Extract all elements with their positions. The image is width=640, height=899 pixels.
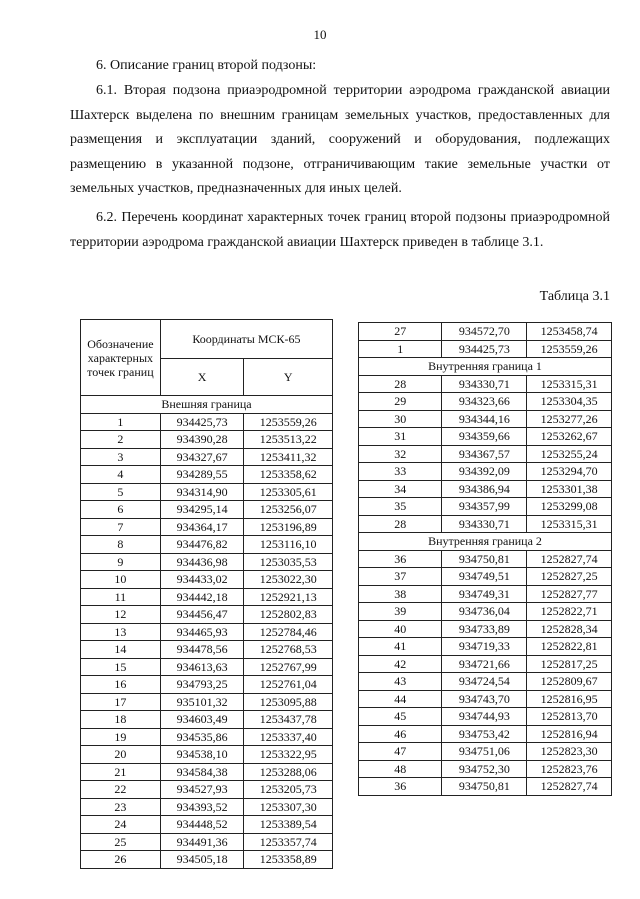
point-number: 13 bbox=[81, 623, 161, 641]
point-number: 35 bbox=[359, 498, 442, 516]
coord-x: 934364,17 bbox=[160, 518, 244, 536]
table-row bbox=[359, 620, 612, 638]
coord-y: 1253315,31 bbox=[527, 515, 612, 533]
table-row bbox=[81, 816, 333, 834]
coord-x: 934793,25 bbox=[160, 676, 244, 694]
coord-y: 1253513,22 bbox=[244, 431, 333, 449]
table-row bbox=[81, 536, 333, 554]
table-row bbox=[359, 725, 612, 743]
point-number: 23 bbox=[81, 798, 161, 816]
table-row bbox=[359, 375, 612, 393]
coord-x: 934386,94 bbox=[442, 480, 527, 498]
table-row bbox=[81, 711, 333, 729]
coord-y: 1253315,31 bbox=[527, 375, 612, 393]
point-number: 36 bbox=[359, 778, 442, 796]
table-row bbox=[81, 763, 333, 781]
coord-x: 934753,42 bbox=[442, 725, 527, 743]
coord-y: 1252823,76 bbox=[527, 760, 612, 778]
table-row bbox=[359, 655, 612, 673]
paragraph-6-2-text: 6.2. Перечень координат характерных точек границ второй подзоны приаэродромной территории аэродрома гражданской авиации Шахтерск приведен в таблице 3.1. bbox=[70, 210, 610, 250]
coord-x: 934425,73 bbox=[442, 340, 527, 358]
point-number: 48 bbox=[359, 760, 442, 778]
coord-y: 1253255,24 bbox=[527, 445, 612, 463]
header-y: Y bbox=[244, 359, 333, 396]
point-number: 36 bbox=[359, 550, 442, 568]
coord-x: 934744,93 bbox=[442, 708, 527, 726]
header-coords: Координаты МСК-65 bbox=[160, 320, 332, 359]
coord-x: 934613,63 bbox=[160, 658, 244, 676]
coord-y: 1253277,26 bbox=[527, 410, 612, 428]
point-number: 34 bbox=[359, 480, 442, 498]
point-number: 21 bbox=[81, 763, 161, 781]
header-point: Обозначение характерных точек границ bbox=[81, 320, 161, 396]
point-number: 7 bbox=[81, 518, 161, 536]
coord-y: 1253022,30 bbox=[244, 571, 333, 589]
section-heading: 6. Описание границ второй подзоны: bbox=[96, 58, 317, 73]
paragraph-6-1 bbox=[70, 79, 610, 202]
section-row bbox=[359, 533, 612, 551]
coord-y: 1252827,74 bbox=[527, 550, 612, 568]
coord-x: 934719,33 bbox=[442, 638, 527, 656]
point-number: 17 bbox=[81, 693, 161, 711]
coord-y: 1252827,77 bbox=[527, 585, 612, 603]
coord-y: 1253116,10 bbox=[244, 536, 333, 554]
table-row bbox=[81, 851, 333, 869]
coord-y: 1253256,07 bbox=[244, 501, 333, 519]
table-row bbox=[81, 641, 333, 659]
point-number: 46 bbox=[359, 725, 442, 743]
point-number: 10 bbox=[81, 571, 161, 589]
point-number: 43 bbox=[359, 673, 442, 691]
point-number: 39 bbox=[359, 603, 442, 621]
coord-x: 934749,51 bbox=[442, 568, 527, 586]
point-number: 38 bbox=[359, 585, 442, 603]
coord-y: 1253262,67 bbox=[527, 428, 612, 446]
table-row bbox=[359, 708, 612, 726]
table-row bbox=[359, 568, 612, 586]
coord-x: 934743,70 bbox=[442, 690, 527, 708]
point-number: 22 bbox=[81, 781, 161, 799]
point-number: 40 bbox=[359, 620, 442, 638]
point-number: 42 bbox=[359, 655, 442, 673]
coord-x: 934357,99 bbox=[442, 498, 527, 516]
coord-y: 1253358,62 bbox=[244, 466, 333, 484]
coord-y: 1253307,30 bbox=[244, 798, 333, 816]
coord-x: 934750,81 bbox=[442, 550, 527, 568]
coord-y: 1252802,83 bbox=[244, 606, 333, 624]
table-row bbox=[359, 690, 612, 708]
coord-x: 934392,09 bbox=[442, 463, 527, 481]
table-row bbox=[81, 833, 333, 851]
point-number: 29 bbox=[359, 393, 442, 411]
point-number: 6 bbox=[81, 501, 161, 519]
coord-x: 934344,16 bbox=[442, 410, 527, 428]
coord-y: 1253299,08 bbox=[527, 498, 612, 516]
table-row bbox=[359, 515, 612, 533]
coord-y: 1253411,32 bbox=[244, 448, 333, 466]
table-row bbox=[359, 445, 612, 463]
point-number: 14 bbox=[81, 641, 161, 659]
coord-y: 1252822,81 bbox=[527, 638, 612, 656]
table-row bbox=[81, 518, 333, 536]
table-row bbox=[81, 483, 333, 501]
coord-y: 1252822,71 bbox=[527, 603, 612, 621]
coord-y: 1252823,30 bbox=[527, 743, 612, 761]
coord-y: 1252784,46 bbox=[244, 623, 333, 641]
page-number: 10 bbox=[313, 27, 327, 42]
coord-y: 1253358,89 bbox=[244, 851, 333, 869]
coord-x: 934456,47 bbox=[160, 606, 244, 624]
coord-y: 1253304,35 bbox=[527, 393, 612, 411]
coord-x: 934330,71 bbox=[442, 515, 527, 533]
table-row bbox=[81, 798, 333, 816]
point-number: 24 bbox=[81, 816, 161, 834]
table-row bbox=[359, 760, 612, 778]
point-number: 18 bbox=[81, 711, 161, 729]
coord-x: 934327,67 bbox=[160, 448, 244, 466]
point-number: 1 bbox=[81, 413, 161, 431]
point-number: 4 bbox=[81, 466, 161, 484]
table-row bbox=[359, 410, 612, 428]
coord-x: 934584,38 bbox=[160, 763, 244, 781]
coord-x: 934448,52 bbox=[160, 816, 244, 834]
coord-x: 934367,57 bbox=[442, 445, 527, 463]
coord-y: 1253458,74 bbox=[527, 323, 612, 341]
coord-x: 934390,28 bbox=[160, 431, 244, 449]
table-row bbox=[359, 585, 612, 603]
coord-x: 934393,52 bbox=[160, 798, 244, 816]
coord-y: 1253305,61 bbox=[244, 483, 333, 501]
coordinates-table-left bbox=[80, 319, 333, 869]
coord-y: 1253437,78 bbox=[244, 711, 333, 729]
coord-x: 934721,66 bbox=[442, 655, 527, 673]
table-row bbox=[81, 466, 333, 484]
point-number: 2 bbox=[81, 431, 161, 449]
table-row bbox=[81, 448, 333, 466]
table-row bbox=[81, 781, 333, 799]
left-table-body bbox=[81, 396, 333, 869]
table-row bbox=[359, 323, 612, 341]
point-number: 30 bbox=[359, 410, 442, 428]
table-row bbox=[81, 571, 333, 589]
coord-x: 934442,18 bbox=[160, 588, 244, 606]
coord-y: 1252768,53 bbox=[244, 641, 333, 659]
table-row bbox=[359, 340, 612, 358]
coord-x: 934478,56 bbox=[160, 641, 244, 659]
table-row bbox=[81, 588, 333, 606]
section-title: Внутренняя граница 1 bbox=[359, 358, 612, 376]
table-row bbox=[81, 728, 333, 746]
coord-x: 934750,81 bbox=[442, 778, 527, 796]
point-number: 25 bbox=[81, 833, 161, 851]
coord-y: 1252761,04 bbox=[244, 676, 333, 694]
table-row bbox=[359, 550, 612, 568]
coord-y: 1252828,34 bbox=[527, 620, 612, 638]
coord-x: 934425,73 bbox=[160, 413, 244, 431]
coord-y: 1252817,25 bbox=[527, 655, 612, 673]
table-row bbox=[81, 501, 333, 519]
coord-x: 934330,71 bbox=[442, 375, 527, 393]
coord-y: 1253357,74 bbox=[244, 833, 333, 851]
coord-y: 1253301,38 bbox=[527, 480, 612, 498]
point-number: 3 bbox=[81, 448, 161, 466]
coord-y: 1253196,89 bbox=[244, 518, 333, 536]
point-number: 8 bbox=[81, 536, 161, 554]
table-row bbox=[359, 498, 612, 516]
coord-x: 934603,49 bbox=[160, 711, 244, 729]
paragraph-6-2 bbox=[70, 206, 610, 255]
coord-y: 1252767,99 bbox=[244, 658, 333, 676]
coord-x: 934752,30 bbox=[442, 760, 527, 778]
point-number: 11 bbox=[81, 588, 161, 606]
coord-y: 1253095,88 bbox=[244, 693, 333, 711]
point-number: 44 bbox=[359, 690, 442, 708]
point-number: 32 bbox=[359, 445, 442, 463]
coord-y: 1252813,70 bbox=[527, 708, 612, 726]
point-number: 37 bbox=[359, 568, 442, 586]
coord-x: 934476,82 bbox=[160, 536, 244, 554]
table-row bbox=[81, 676, 333, 694]
point-number: 28 bbox=[359, 515, 442, 533]
coord-x: 934314,90 bbox=[160, 483, 244, 501]
section-title: Внутренняя граница 2 bbox=[359, 533, 612, 551]
coord-y: 1253389,54 bbox=[244, 816, 333, 834]
coord-y: 1253035,53 bbox=[244, 553, 333, 571]
coordinates-table-right bbox=[358, 322, 612, 796]
coord-y: 1253337,40 bbox=[244, 728, 333, 746]
coord-y: 1253205,73 bbox=[244, 781, 333, 799]
coord-x: 934535,86 bbox=[160, 728, 244, 746]
point-number: 9 bbox=[81, 553, 161, 571]
point-number: 20 bbox=[81, 746, 161, 764]
table-row bbox=[359, 743, 612, 761]
coord-x: 934465,93 bbox=[160, 623, 244, 641]
point-number: 28 bbox=[359, 375, 442, 393]
coord-y: 1253294,70 bbox=[527, 463, 612, 481]
table-row bbox=[81, 746, 333, 764]
coord-x: 934736,04 bbox=[442, 603, 527, 621]
table-row bbox=[359, 603, 612, 621]
coord-x: 934436,98 bbox=[160, 553, 244, 571]
coord-x: 934359,66 bbox=[442, 428, 527, 446]
point-number: 47 bbox=[359, 743, 442, 761]
table-row bbox=[359, 480, 612, 498]
right-table-body bbox=[359, 323, 612, 796]
point-number: 27 bbox=[359, 323, 442, 341]
table-row bbox=[359, 638, 612, 656]
table-row bbox=[81, 413, 333, 431]
point-number: 31 bbox=[359, 428, 442, 446]
table-row bbox=[81, 623, 333, 641]
point-number: 16 bbox=[81, 676, 161, 694]
coord-x: 934323,66 bbox=[442, 393, 527, 411]
point-number: 26 bbox=[81, 851, 161, 869]
point-number: 33 bbox=[359, 463, 442, 481]
table-label: Таблица 3.1 bbox=[539, 289, 610, 304]
coord-x: 934505,18 bbox=[160, 851, 244, 869]
coord-y: 1252921,13 bbox=[244, 588, 333, 606]
table-row bbox=[359, 673, 612, 691]
coord-x: 934289,55 bbox=[160, 466, 244, 484]
table-row bbox=[359, 428, 612, 446]
point-number: 41 bbox=[359, 638, 442, 656]
header-x: X bbox=[160, 359, 244, 396]
coord-y: 1253288,06 bbox=[244, 763, 333, 781]
point-number: 15 bbox=[81, 658, 161, 676]
coord-x: 934491,36 bbox=[160, 833, 244, 851]
coord-y: 1253559,26 bbox=[244, 413, 333, 431]
table-row bbox=[359, 393, 612, 411]
coord-x: 934751,06 bbox=[442, 743, 527, 761]
paragraph-6-1-text: 6.1. Вторая подзона приаэродромной территории аэродрома гражданской авиации Шахтерск выделена по внешним границам земельных участков, предоставленных для размещения и эксплуатации зданий, сооружений и оборудования, подлежащих размещению в указанной подзоне, отграничивающим такие земельные участки от земельных участков, предназначенных для иных целей. bbox=[70, 83, 610, 196]
point-number: 19 bbox=[81, 728, 161, 746]
coord-x: 934733,89 bbox=[442, 620, 527, 638]
section-title: Внешняя граница bbox=[81, 396, 333, 414]
table-row bbox=[359, 778, 612, 796]
section-row bbox=[81, 396, 333, 414]
coord-x: 934572,70 bbox=[442, 323, 527, 341]
coord-y: 1252827,74 bbox=[527, 778, 612, 796]
table-row bbox=[81, 693, 333, 711]
coord-x: 934724,54 bbox=[442, 673, 527, 691]
table-row bbox=[81, 658, 333, 676]
coord-y: 1253559,26 bbox=[527, 340, 612, 358]
table-row bbox=[81, 553, 333, 571]
coord-y: 1252827,25 bbox=[527, 568, 612, 586]
point-number: 5 bbox=[81, 483, 161, 501]
point-number: 1 bbox=[359, 340, 442, 358]
coord-x: 934295,14 bbox=[160, 501, 244, 519]
table-row bbox=[359, 463, 612, 481]
point-number: 45 bbox=[359, 708, 442, 726]
coord-x: 934749,31 bbox=[442, 585, 527, 603]
coord-x: 934527,93 bbox=[160, 781, 244, 799]
coord-y: 1252816,94 bbox=[527, 725, 612, 743]
coord-y: 1252816,95 bbox=[527, 690, 612, 708]
table-row bbox=[81, 431, 333, 449]
point-number: 12 bbox=[81, 606, 161, 624]
coord-x: 934538,10 bbox=[160, 746, 244, 764]
coord-y: 1253322,95 bbox=[244, 746, 333, 764]
coord-x: 935101,32 bbox=[160, 693, 244, 711]
coord-y: 1252809,67 bbox=[527, 673, 612, 691]
coord-x: 934433,02 bbox=[160, 571, 244, 589]
section-row bbox=[359, 358, 612, 376]
table-row bbox=[81, 606, 333, 624]
